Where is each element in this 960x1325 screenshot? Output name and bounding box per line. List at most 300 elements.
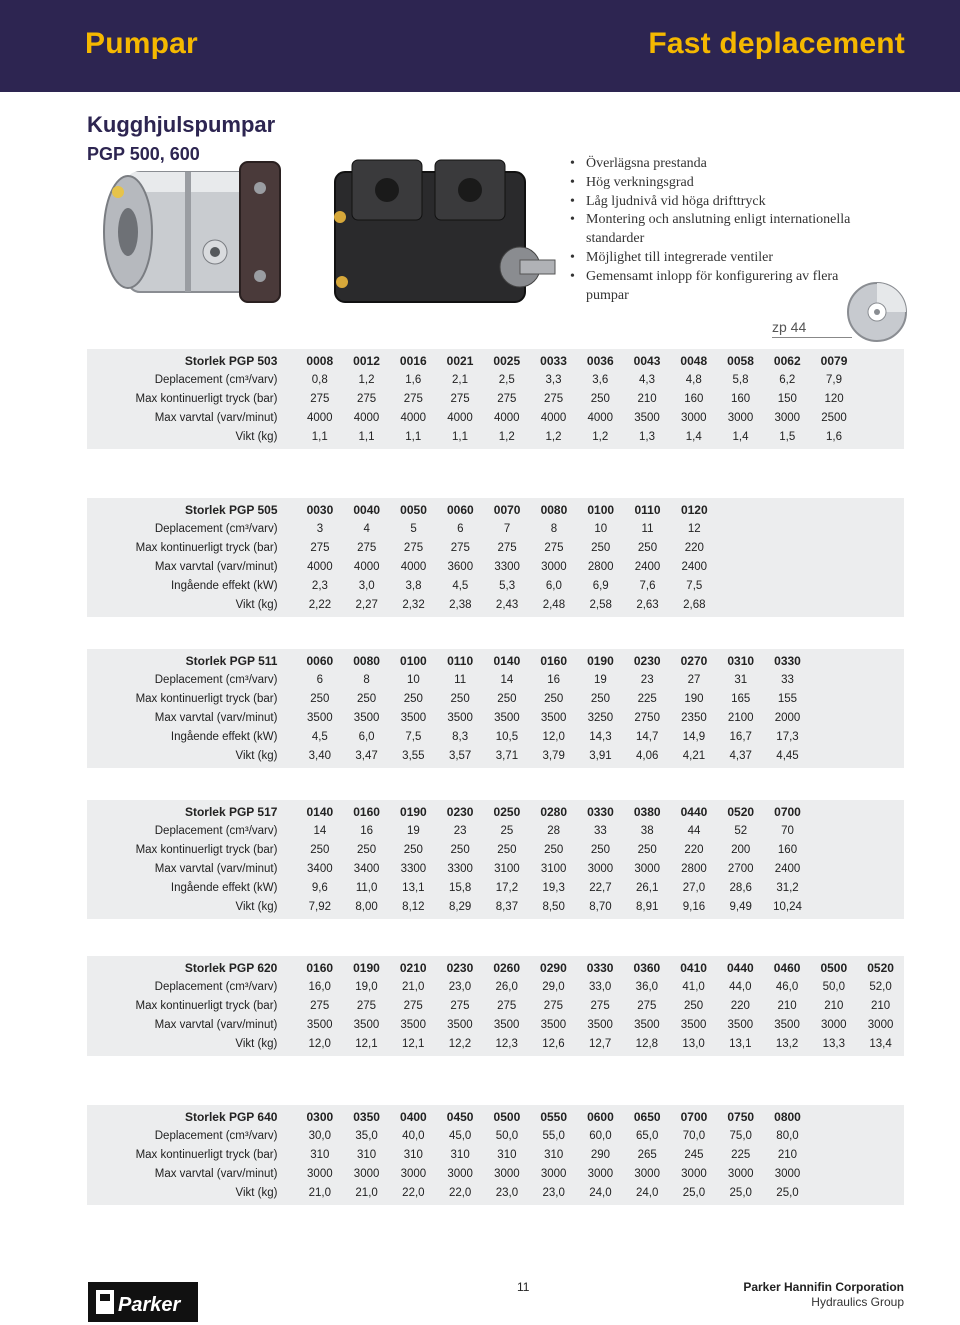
table-cell <box>857 1145 904 1164</box>
size-code: 0700 <box>680 1109 708 1124</box>
table-cell: 2,63 <box>636 598 659 611</box>
table-cell: 4000 <box>540 411 567 424</box>
table-cell: 3,40 <box>308 749 332 762</box>
table-cell: 275 <box>450 392 470 405</box>
table-cell: 22,0 <box>448 1186 472 1199</box>
size-code: 0600 <box>587 1109 614 1124</box>
table-cell: 10 <box>406 673 420 686</box>
table-cell: 24,0 <box>589 1186 612 1199</box>
table-row <box>87 519 904 538</box>
table-cell: 1,1 <box>452 430 469 443</box>
feature-item: • Montering och anslutning enligt internationella standarder <box>568 211 868 249</box>
table-cell: 310 <box>403 1148 423 1161</box>
table-cell <box>718 538 765 557</box>
row-label: Max kontinuerligt tryck (bar) <box>135 392 278 405</box>
table-cell: 8,70 <box>589 900 612 913</box>
table-cell: 2,58 <box>589 598 612 611</box>
row-label: Max kontinuerligt tryck (bar) <box>135 999 278 1012</box>
table-cell: 2,22 <box>308 598 332 611</box>
table-cell: 275 <box>310 392 330 405</box>
table-cell: 4000 <box>353 411 380 424</box>
row-label: Deplacement (cm³/varv) <box>154 522 278 535</box>
table-cell: 25 <box>500 824 514 837</box>
table-cell: 1,2 <box>358 373 375 386</box>
table-cell: 5,8 <box>732 373 749 386</box>
table-cell: 3000 <box>727 411 754 424</box>
size-code: 0500 <box>493 1109 521 1124</box>
size-code: 0040 <box>353 502 381 517</box>
table-cell <box>811 746 857 768</box>
row-label: Max kontinuerligt tryck (bar) <box>135 541 278 554</box>
table-cell: 155 <box>777 692 798 705</box>
table-cell: 3500 <box>494 711 520 724</box>
row-label: Vikt (kg) <box>235 749 278 762</box>
table-cell: 3000 <box>727 1167 754 1180</box>
table-cell: 120 <box>824 392 844 405</box>
table-cell: 2,68 <box>683 598 706 611</box>
size-code <box>857 649 904 670</box>
table-cell: 250 <box>590 692 611 705</box>
size-code: 0079 <box>820 353 848 368</box>
table-cell: 23 <box>453 824 467 837</box>
table-header-label: Storlek PGP 517 <box>184 804 278 819</box>
pump-photos <box>90 152 560 342</box>
table-cell: 3 <box>316 522 324 535</box>
table-cell: 210 <box>777 1148 798 1161</box>
size-code: 0350 <box>353 1109 380 1124</box>
table-cell: 44,0 <box>729 980 752 993</box>
table-cell: 275 <box>543 999 563 1012</box>
row-label: Deplacement (cm³/varv) <box>154 373 278 386</box>
table-cell: 25,0 <box>682 1186 706 1199</box>
table-cell <box>811 538 858 557</box>
table-cell: 8,91 <box>636 900 659 913</box>
table-cell: 275 <box>403 392 423 405</box>
table-cell: 1,2 <box>592 430 609 443</box>
table-cell: 21,0 <box>355 1186 378 1199</box>
table-cell: 16,7 <box>729 730 752 743</box>
table-cell: 1,6 <box>405 373 422 386</box>
table-cell: 3500 <box>307 711 333 724</box>
table-cell: 3500 <box>540 1018 567 1031</box>
table-cell: 3500 <box>353 711 380 724</box>
table-cell <box>857 840 904 859</box>
table-cell: 250 <box>590 843 611 856</box>
table-cell: 7,92 <box>308 900 332 913</box>
table-cell: 36,0 <box>635 980 659 993</box>
table-cell <box>718 519 765 538</box>
size-code: 0058 <box>727 353 754 368</box>
table-row <box>87 897 904 919</box>
section-title: Kugghjulspumpar <box>87 112 276 137</box>
row-label: Max kontinuerligt tryck (bar) <box>135 843 278 856</box>
table-cell: 3500 <box>306 1018 333 1031</box>
table-row <box>87 1145 904 1164</box>
table-cell: 3000 <box>587 1167 614 1180</box>
table-cell: 8,37 <box>495 900 519 913</box>
size-code: 0270 <box>680 653 708 668</box>
table-cell: 80,0 <box>776 1129 799 1142</box>
table-cell <box>857 1126 904 1145</box>
spec-table <box>87 956 904 1056</box>
table-cell: 13,1 <box>402 881 425 894</box>
table-cell: 4000 <box>447 411 473 424</box>
table-cell: 15,8 <box>448 881 472 894</box>
table-cell: 46,0 <box>775 980 799 993</box>
size-code: 0520 <box>867 960 894 975</box>
size-code: 0310 <box>727 653 755 668</box>
table-cell <box>811 1126 857 1145</box>
size-code: 0450 <box>446 1109 474 1124</box>
table-cell: 3300 <box>447 862 473 875</box>
table-cell: 70 <box>781 824 794 837</box>
table-cell: 2000 <box>774 711 801 724</box>
size-code <box>857 498 904 519</box>
table-cell: 21,0 <box>308 1186 332 1199</box>
table-row <box>87 595 904 617</box>
table-cell: 1,1 <box>358 430 375 443</box>
row-label: Vikt (kg) <box>235 1186 278 1199</box>
table-cell: 75,0 <box>729 1129 752 1142</box>
table-cell: 16 <box>547 673 561 686</box>
table-cell: 12,2 <box>448 1037 472 1050</box>
table-cell <box>811 1145 857 1164</box>
table-cell: 2800 <box>681 862 707 875</box>
size-code: 0210 <box>399 960 427 975</box>
table-cell: 12,0 <box>308 1037 331 1050</box>
table-cell: 19,3 <box>542 881 565 894</box>
spec-table <box>87 1105 904 1205</box>
size-code: 0360 <box>633 960 661 975</box>
table-cell: 13,4 <box>869 1037 892 1050</box>
table-cell: 7,5 <box>686 579 703 592</box>
table-cell: 2800 <box>587 560 614 573</box>
table-cell <box>857 389 904 408</box>
table-cell <box>857 746 904 768</box>
table-cell: 275 <box>544 541 564 554</box>
table-row <box>87 370 904 389</box>
table-cell: 3,79 <box>542 749 565 762</box>
cd-icon <box>845 280 909 344</box>
table-cell: 6,9 <box>592 579 609 592</box>
table-cell: 19,0 <box>355 980 378 993</box>
size-code: 0330 <box>587 804 614 819</box>
table-cell: 275 <box>356 999 377 1012</box>
table-cell: 4000 <box>493 411 520 424</box>
table-row <box>87 1183 904 1205</box>
table-cell: 1,1 <box>405 430 422 443</box>
size-code: 0100 <box>587 502 615 517</box>
size-code: 0140 <box>493 653 521 668</box>
table-cell: 11 <box>454 673 467 686</box>
table-header-row <box>87 649 904 670</box>
table-cell: 3500 <box>540 711 567 724</box>
table-cell <box>811 878 857 897</box>
table-cell: 3500 <box>680 1018 707 1031</box>
table-cell: 33,0 <box>588 980 612 993</box>
table-cell: 12,3 <box>495 1037 518 1050</box>
table-cell <box>857 821 904 840</box>
size-code <box>857 1105 904 1126</box>
size-code: 0100 <box>400 653 427 668</box>
table-cell: 225 <box>637 692 657 705</box>
table-cell: 250 <box>497 692 517 705</box>
size-code: 0062 <box>773 353 801 368</box>
table-cell: 10 <box>594 522 608 535</box>
table-cell: 4000 <box>400 411 427 424</box>
row-label: Max kontinuerligt tryck (bar) <box>135 1148 278 1161</box>
table-row <box>87 859 904 878</box>
table-cell <box>764 557 811 576</box>
table-cell: 3500 <box>587 1018 613 1031</box>
row-label: Max varvtal (varv/minut) <box>154 711 278 724</box>
table-cell <box>811 689 857 708</box>
table-cell <box>811 1183 857 1205</box>
table-header-label: Storlek PGP 640 <box>184 1109 278 1124</box>
table-cell: 3000 <box>447 1167 473 1180</box>
table-cell: 210 <box>870 999 891 1012</box>
table-cell: 52 <box>734 824 748 837</box>
table-cell: 275 <box>497 999 517 1012</box>
table-cell: 250 <box>310 692 330 705</box>
row-label: Ingående effekt (kW) <box>170 730 278 743</box>
table-cell: 30,0 <box>308 1129 332 1142</box>
table-cell: 275 <box>450 541 470 554</box>
table-cell: 1,4 <box>732 430 749 443</box>
table-cell: 28 <box>547 824 561 837</box>
table-cell: 3000 <box>541 560 567 573</box>
table-cell: 3000 <box>680 411 707 424</box>
size-code: 0025 <box>493 353 521 368</box>
table-cell: 3,91 <box>589 749 612 762</box>
header-band <box>0 0 960 92</box>
table-cell: 3500 <box>634 1018 660 1031</box>
table-cell: 70,0 <box>682 1129 706 1142</box>
spec-table <box>87 498 904 617</box>
table-cell: 3500 <box>400 1018 426 1031</box>
size-code: 0120 <box>680 502 708 517</box>
table-cell: 275 <box>357 541 377 554</box>
table-cell: 4000 <box>400 560 427 573</box>
table-cell: 14 <box>500 673 514 686</box>
table-cell: 250 <box>544 843 564 856</box>
table-cell: 4,21 <box>682 749 706 762</box>
size-code: 0080 <box>540 502 568 517</box>
table-cell: 3100 <box>540 862 567 875</box>
table-cell <box>857 427 904 449</box>
company-division: Hydraulics Group <box>811 1295 904 1309</box>
table-cell: 3400 <box>353 862 380 875</box>
table-row <box>87 689 904 708</box>
table-row <box>87 1164 904 1183</box>
table-cell: 3000 <box>307 1167 333 1180</box>
table-cell: 4000 <box>587 411 614 424</box>
feature-item: • Gemensamt inlopp för konfigurering av flera pumpar <box>568 268 868 306</box>
table-cell <box>857 1183 904 1205</box>
row-label: Vikt (kg) <box>235 430 278 443</box>
row-label: Deplacement (cm³/varv) <box>154 824 278 837</box>
table-cell: 3,55 <box>402 749 425 762</box>
table-cell: 25,0 <box>729 1186 752 1199</box>
table-cell: 2750 <box>634 711 660 724</box>
table-cell: 190 <box>684 692 704 705</box>
size-code: 0110 <box>447 653 474 668</box>
table-cell <box>718 576 765 595</box>
table-cell: 33 <box>781 673 794 686</box>
table-cell: 250 <box>637 541 658 554</box>
table-header-row <box>87 956 904 977</box>
table-cell <box>857 576 904 595</box>
table-cell: 2,38 <box>449 598 472 611</box>
table-cell <box>857 557 904 576</box>
size-code: 0410 <box>680 960 707 975</box>
table-cell: 275 <box>637 999 657 1012</box>
cast-iron-pump-image <box>334 160 555 302</box>
table-cell: 4000 <box>307 560 333 573</box>
table-cell: 14 <box>313 824 327 837</box>
table-cell: 1,6 <box>826 430 843 443</box>
size-code: 0250 <box>493 804 521 819</box>
size-code: 0440 <box>726 960 754 975</box>
table-cell: 3,3 <box>545 373 562 386</box>
table-cell: 1,1 <box>311 430 328 443</box>
table-cell: 10,5 <box>495 730 519 743</box>
table-cell <box>857 708 904 727</box>
divider <box>772 337 852 338</box>
table-cell: 2,43 <box>495 598 519 611</box>
table-cell: 250 <box>450 843 470 856</box>
table-cell: 55,0 <box>542 1129 565 1142</box>
table-cell: 275 <box>590 999 610 1012</box>
table-cell: 250 <box>590 392 610 405</box>
size-code: 0800 <box>774 1109 801 1124</box>
table-cell: 11,0 <box>355 881 378 894</box>
size-code: 0260 <box>493 960 521 975</box>
table-cell: 23,0 <box>448 980 472 993</box>
table-header-row <box>87 498 904 519</box>
table-cell: 3000 <box>540 1167 567 1180</box>
table-cell: 3000 <box>353 1167 380 1180</box>
table-cell: 150 <box>777 392 797 405</box>
table-cell: 13,1 <box>729 1037 752 1050</box>
table-cell: 250 <box>591 541 611 554</box>
table-cell: 3000 <box>774 411 801 424</box>
table-cell <box>811 840 857 859</box>
size-code: 0400 <box>400 1109 427 1124</box>
table-cell: 23,0 <box>542 1186 565 1199</box>
table-cell: 275 <box>403 999 423 1012</box>
table-cell: 250 <box>637 843 657 856</box>
table-cell <box>764 519 811 538</box>
table-cell: 17,3 <box>776 730 799 743</box>
table-cell: 3500 <box>493 1018 520 1031</box>
table-header-label: Storlek PGP 505 <box>185 502 278 517</box>
size-code: 0230 <box>446 960 474 975</box>
table-cell: 3000 <box>494 1167 520 1180</box>
table-cell: 3,57 <box>448 749 472 762</box>
table-cell: 3000 <box>681 1167 707 1180</box>
table-cell: 3000 <box>821 1018 847 1031</box>
table-row <box>87 427 904 449</box>
table-cell: 35,0 <box>355 1129 378 1142</box>
table-cell: 23 <box>640 673 654 686</box>
table-cell: 12,1 <box>355 1037 378 1050</box>
row-label: Vikt (kg) <box>235 598 278 611</box>
table-cell <box>857 370 904 389</box>
table-cell: 8,00 <box>355 900 378 913</box>
catalogue-reference: zp 44 <box>772 319 807 335</box>
table-row <box>87 576 904 595</box>
row-label: Vikt (kg) <box>235 900 278 913</box>
table-cell: 220 <box>684 541 704 554</box>
table-cell: 19 <box>594 673 607 686</box>
size-code: 0021 <box>446 353 474 368</box>
table-cell <box>811 727 857 746</box>
company-name: Parker Hannifin Corporation <box>743 1280 904 1294</box>
table-row <box>87 727 904 746</box>
parker-logo <box>88 1282 198 1322</box>
section-subtitle: PGP 500, 600 <box>87 144 200 164</box>
table-row <box>87 708 904 727</box>
table-row <box>87 408 904 427</box>
table-cell <box>857 1164 904 1183</box>
row-label: Deplacement (cm³/varv) <box>154 1129 278 1142</box>
table-cell: 3300 <box>494 560 520 573</box>
table-cell <box>811 670 857 689</box>
table-cell: 7,5 <box>405 730 422 743</box>
table-cell <box>857 897 904 919</box>
row-label: Max varvtal (varv/minut) <box>154 560 278 573</box>
table-cell: 265 <box>637 1148 657 1161</box>
table-cell: 6,2 <box>779 373 796 386</box>
table-cell <box>857 538 904 557</box>
table-cell: 13,2 <box>775 1037 799 1050</box>
table-cell: 31 <box>734 673 748 686</box>
table-cell: 275 <box>543 392 564 405</box>
table-cell: 2,5 <box>498 373 515 386</box>
table-cell: 14,7 <box>636 730 659 743</box>
table-cell: 6,0 <box>358 730 375 743</box>
row-label: Max varvtal (varv/minut) <box>154 862 278 875</box>
table-cell: 26,1 <box>636 881 659 894</box>
table-cell: 27 <box>687 673 701 686</box>
size-code: 0016 <box>399 353 427 368</box>
table-row <box>87 389 904 408</box>
table-cell: 275 <box>310 999 330 1012</box>
row-label: Max varvtal (varv/minut) <box>154 1167 278 1180</box>
table-cell: 210 <box>637 392 657 405</box>
table-cell: 12 <box>687 522 701 535</box>
table-cell: 3500 <box>353 1018 380 1031</box>
size-code: 0012 <box>353 353 380 368</box>
table-cell: 275 <box>356 392 377 405</box>
feature-item: • Låg ljudnivå vid höga drifttryck <box>568 193 868 212</box>
table-cell: 5 <box>410 522 417 535</box>
table-cell: 3500 <box>447 1018 473 1031</box>
table-cell <box>857 859 904 878</box>
size-code: 0190 <box>587 653 614 668</box>
table-cell: 17,2 <box>495 881 519 894</box>
table-cell: 8,3 <box>452 730 469 743</box>
table-cell: 19 <box>406 824 420 837</box>
table-cell: 3000 <box>587 862 614 875</box>
table-cell <box>857 727 904 746</box>
table-cell: 2100 <box>727 711 754 724</box>
table-cell: 16,0 <box>308 980 331 993</box>
table-cell: 250 <box>357 692 377 705</box>
table-header-row <box>87 1105 904 1126</box>
company-block <box>743 1280 904 1310</box>
